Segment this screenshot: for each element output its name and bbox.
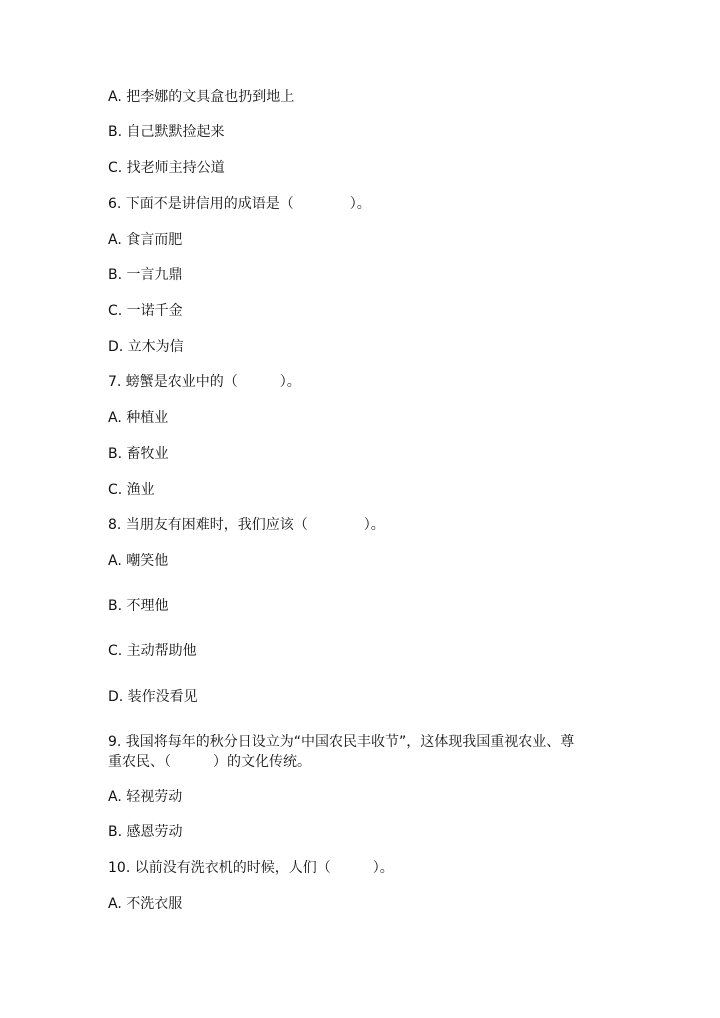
question-10: 10. 以前没有洗衣机的时候，人们（ ）。 [108,860,394,876]
option-a: A. 把李娜的文具盒也扔到地上 [108,89,295,105]
question-6: 6. 下面不是讲信用的成语是（ ）。 [108,196,371,212]
option-c: C. 主动帮助他 [108,643,197,659]
option-b: B. 感恩劳动 [108,824,183,840]
question-9-line-1: 9. 我国将每年的秋分日设立为“中国农民丰收节”，这体现我国重视农业、尊 [108,734,575,750]
option-b: B. 畜牧业 [108,446,169,462]
option-c: C. 找老师主持公道 [108,160,225,176]
option-a: A. 轻视劳动 [108,789,183,805]
question-9-line-2: 重农民、（ ）的文化传统。 [108,754,311,770]
question-7: 7. 螃蟹是农业中的（ ）。 [108,374,301,390]
option-c: C. 渔业 [108,482,155,498]
option-d: D. 装作没看见 [108,689,198,705]
option-a: A. 不洗衣服 [108,896,183,912]
option-b: B. 一言九鼎 [108,267,183,283]
option-c: C. 一诺千金 [108,303,183,319]
option-a: A. 嘲笑他 [108,553,169,569]
option-d: D. 立木为信 [108,339,184,355]
option-b: B. 不理他 [108,598,169,614]
option-b: B. 自己默默捡起来 [108,124,225,140]
option-a: A. 种植业 [108,410,169,426]
option-a: A. 食言而肥 [108,232,183,248]
question-8: 8. 当朋友有困难时，我们应该（ ）。 [108,517,385,533]
